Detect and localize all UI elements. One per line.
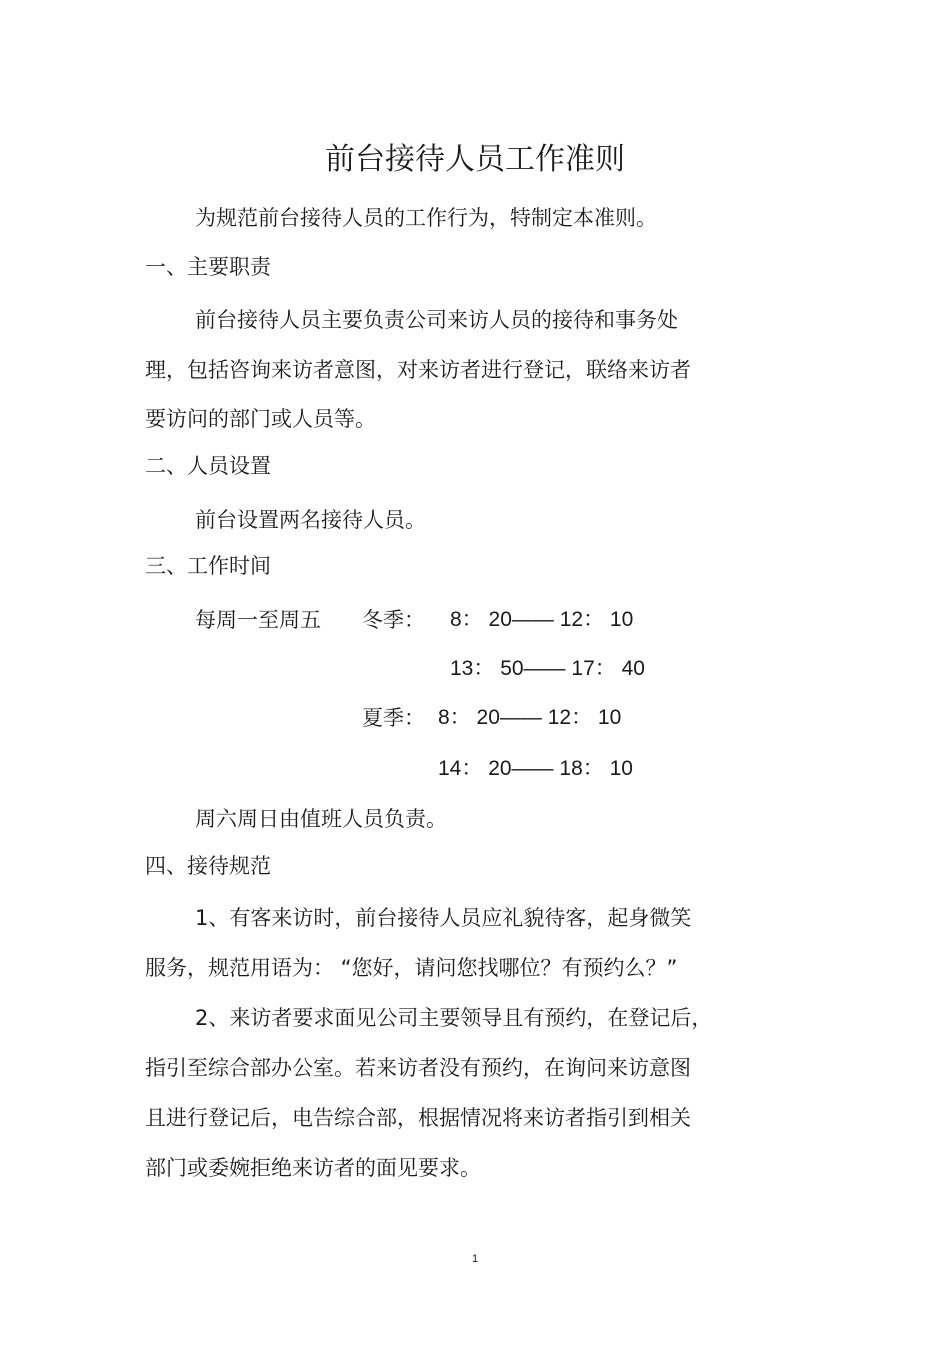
reception-line-4: 指引至综合部办公室。若来访者没有预约，在询问来访意图	[145, 1056, 691, 1080]
staffing-line-1: 前台设置两名接待人员。	[195, 508, 426, 532]
schedule-summer-label: 夏季：	[362, 706, 425, 730]
schedule-winter-time-1: 8： 20—— 12： 10	[450, 608, 634, 631]
section-heading-duties: 一、主要职责	[145, 255, 271, 279]
reception-line-5: 且进行登记后，电告综合部，根据情况将来访者指引到相关	[145, 1106, 691, 1130]
schedule-summer-time-1: 8： 20—— 12： 10	[438, 706, 622, 729]
document-title: 前台接待人员工作准则	[325, 142, 625, 177]
section-heading-hours: 三、工作时间	[145, 554, 271, 578]
schedule-weekend: 周六周日由值班人员负责。	[195, 807, 447, 831]
duties-line-2: 理，包括咨询来访者意图，对来访者进行登记，联络来访者	[145, 358, 691, 382]
duties-line-3: 要访问的部门或人员等。	[145, 407, 376, 431]
schedule-winter-label: 冬季：	[362, 608, 425, 632]
reception-line-2: 服务，规范用语为： “您好，请问您找哪位？有预约么？”	[145, 956, 678, 980]
reception-line-6: 部门或委婉拒绝来访者的面见要求。	[145, 1156, 481, 1180]
page-number: 1	[471, 1253, 479, 1265]
schedule-winter-time-2: 13： 50—— 17： 40	[450, 657, 645, 680]
schedule-days: 每周一至周五	[195, 608, 321, 632]
section-heading-reception: 四、接待规范	[145, 854, 271, 878]
section-heading-staffing: 二、人员设置	[145, 454, 271, 478]
intro-paragraph: 为规范前台接待人员的工作行为，特制定本准则。	[195, 206, 657, 230]
schedule-summer-time-2: 14： 20—— 18： 10	[438, 757, 633, 780]
reception-line-1: 1、有客来访时，前台接待人员应礼貌待客，起身微笑	[195, 906, 692, 930]
duties-line-1: 前台接待人员主要负责公司来访人员的接待和事务处	[195, 308, 678, 332]
reception-line-3: 2、来访者要求面见公司主要领导且有预约，在登记后，	[195, 1006, 713, 1030]
